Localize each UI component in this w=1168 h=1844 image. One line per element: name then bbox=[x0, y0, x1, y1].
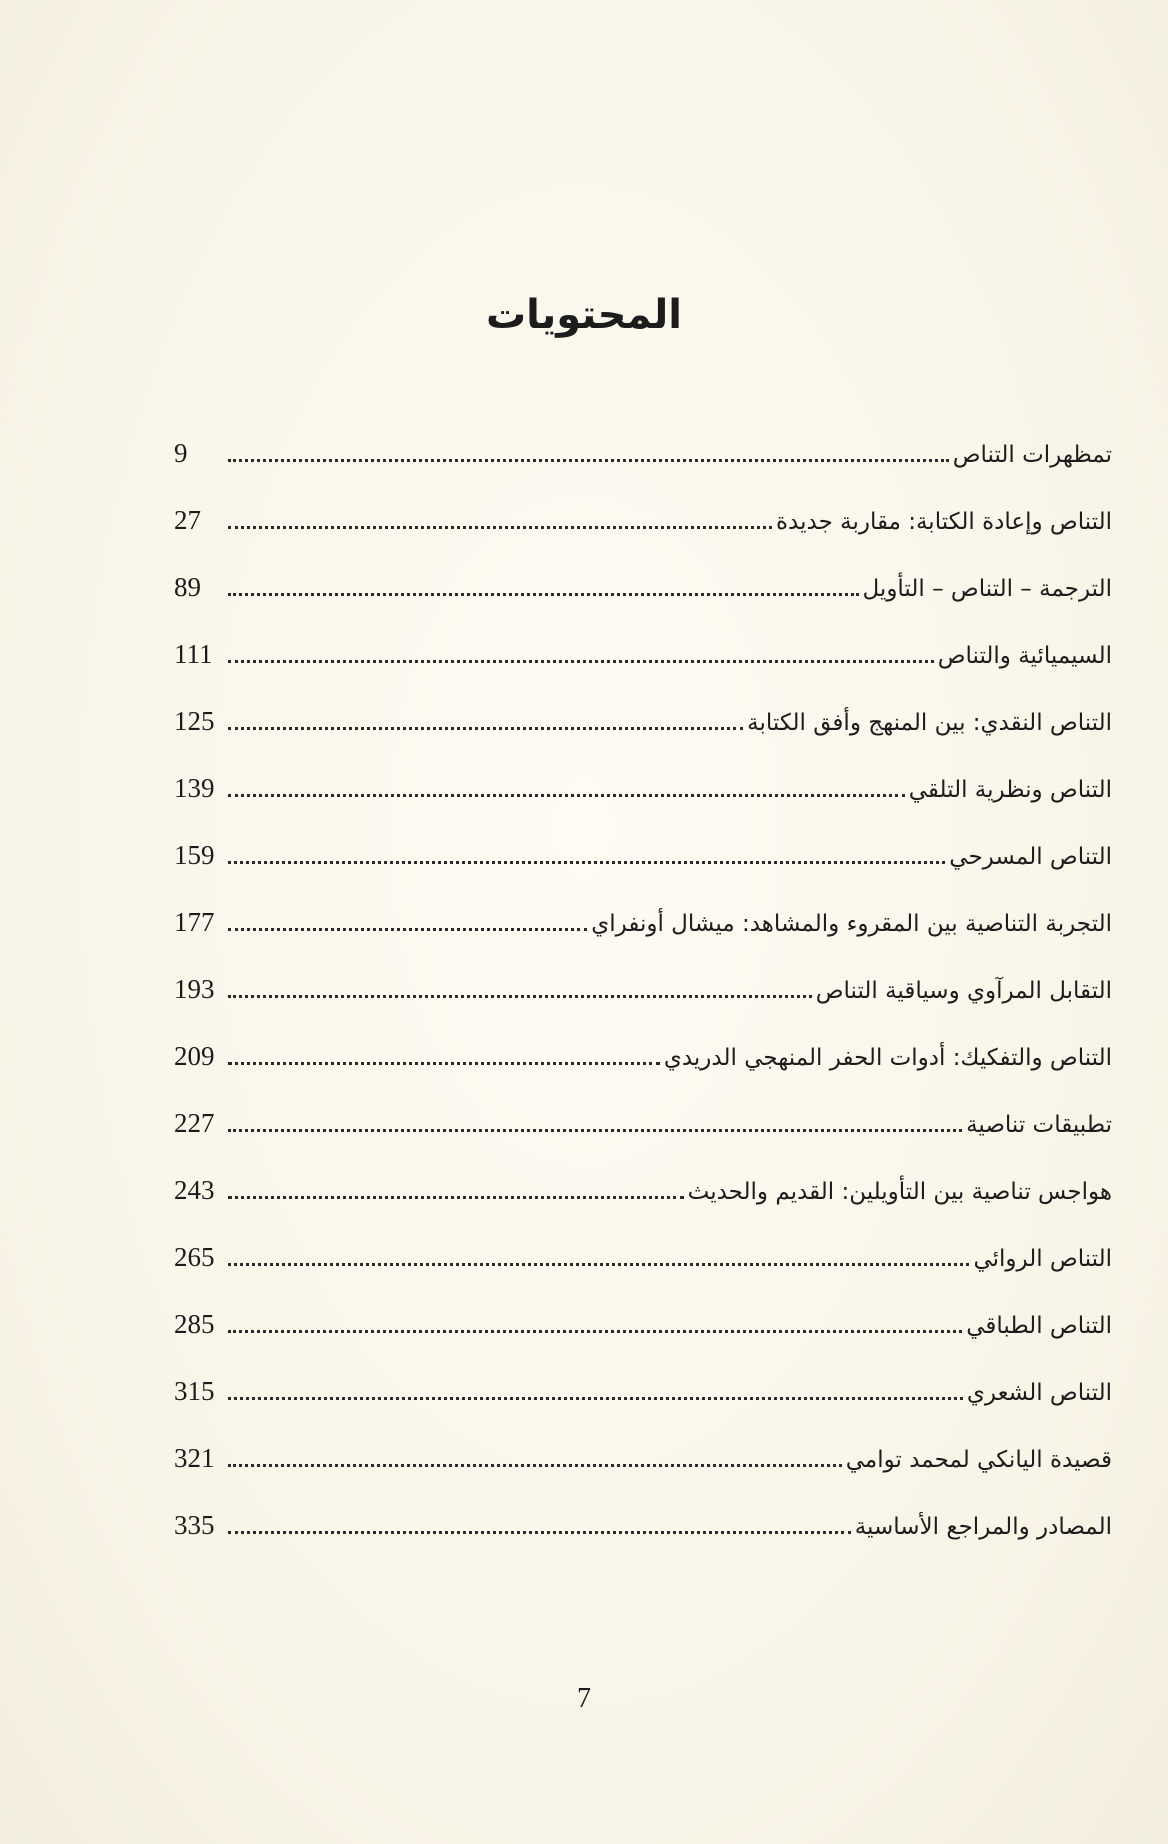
toc-entry-title: هواجس تناصية بين التأويلين: القديم والحديث bbox=[687, 1179, 1112, 1205]
dot-leader bbox=[228, 861, 945, 864]
toc-entry-title: التناص الطباقي bbox=[966, 1313, 1112, 1339]
toc-entry-title: التناص ونظرية التلقي bbox=[908, 777, 1112, 803]
toc-entry-title: التناص الروائي bbox=[973, 1246, 1112, 1272]
toc-entry bbox=[174, 1041, 1112, 1108]
toc-entry-title: قصيدة اليانكي لمحمد توامي bbox=[845, 1447, 1112, 1473]
toc-entry-title: التناص الشعري bbox=[966, 1380, 1112, 1406]
toc-entry-page: 125 bbox=[174, 706, 215, 736]
toc-entry-title: الترجمة – التناص – التأويل bbox=[862, 576, 1112, 602]
toc-entry-title: التجربة التناصية بين المقروء والمشاهد: ميشال أونفراي bbox=[591, 911, 1112, 937]
toc-entry-title: تمظهرات التناص bbox=[952, 442, 1112, 468]
toc-entry-title: التناص النقدي: بين المنهج وأفق الكتابة bbox=[747, 710, 1112, 736]
toc-entry bbox=[174, 639, 1112, 706]
dot-leader bbox=[228, 1330, 962, 1333]
toc-entry-page: 177 bbox=[174, 907, 215, 937]
dot-leader bbox=[228, 1263, 969, 1266]
toc-entry bbox=[174, 572, 1112, 639]
table-of-contents bbox=[174, 438, 1112, 1577]
toc-entry-page: 315 bbox=[174, 1376, 215, 1406]
toc-entry bbox=[174, 1309, 1112, 1376]
toc-entry-page: 285 bbox=[174, 1309, 215, 1339]
toc-entry-title: تطبيقات تناصية bbox=[966, 1112, 1112, 1138]
toc-entry-page: 335 bbox=[174, 1510, 215, 1540]
toc-entry-title: السيميائية والتناص bbox=[937, 643, 1112, 669]
toc-entry-page: 111 bbox=[174, 639, 213, 669]
toc-entry bbox=[174, 1510, 1112, 1577]
toc-entry bbox=[174, 974, 1112, 1041]
toc-entry-page: 265 bbox=[174, 1242, 215, 1272]
page-title: المحتويات bbox=[485, 292, 682, 338]
toc-entry-page: 27 bbox=[174, 505, 201, 535]
dot-leader bbox=[228, 526, 772, 529]
toc-entry bbox=[174, 1108, 1112, 1175]
toc-entry-page: 9 bbox=[174, 438, 188, 468]
toc-entry-title: التناص والتفكيك: أدوات الحفر المنهجي الدريدي bbox=[663, 1045, 1112, 1071]
toc-entry bbox=[174, 1443, 1112, 1510]
page-number: 7 bbox=[577, 1683, 591, 1714]
dot-leader bbox=[228, 660, 934, 663]
toc-entry-title: المصادر والمراجع الأساسية bbox=[854, 1514, 1112, 1540]
toc-entry-page: 159 bbox=[174, 840, 215, 870]
toc-entry-page: 227 bbox=[174, 1108, 215, 1138]
dot-leader bbox=[228, 1531, 851, 1534]
toc-entry-page: 209 bbox=[174, 1041, 215, 1071]
toc-entry-title: التناص وإعادة الكتابة: مقاربة جديدة bbox=[775, 509, 1112, 535]
dot-leader bbox=[228, 928, 587, 931]
toc-entry-page: 89 bbox=[174, 572, 201, 602]
dot-leader bbox=[228, 593, 859, 596]
toc-entry-title: التناص المسرحي bbox=[949, 844, 1112, 870]
toc-entry-title: التقابل المرآوي وسياقية التناص bbox=[815, 978, 1112, 1004]
toc-entry-page: 139 bbox=[174, 773, 215, 803]
dot-leader bbox=[228, 459, 949, 462]
toc-entry bbox=[174, 438, 1112, 505]
dot-leader bbox=[228, 1062, 660, 1065]
dot-leader bbox=[228, 1196, 684, 1199]
dot-leader bbox=[228, 995, 812, 998]
dot-leader bbox=[228, 1397, 963, 1400]
toc-entry bbox=[174, 1175, 1112, 1242]
toc-entry bbox=[174, 1242, 1112, 1309]
toc-entry bbox=[174, 840, 1112, 907]
dot-leader bbox=[228, 727, 743, 730]
dot-leader bbox=[228, 1464, 842, 1467]
toc-entry-page: 193 bbox=[174, 974, 215, 1004]
toc-entry bbox=[174, 505, 1112, 572]
toc-entry bbox=[174, 907, 1112, 974]
toc-entry bbox=[174, 1376, 1112, 1443]
toc-entry bbox=[174, 773, 1112, 840]
dot-leader bbox=[228, 1129, 962, 1132]
toc-entry-page: 243 bbox=[174, 1175, 215, 1205]
toc-entry-page: 321 bbox=[174, 1443, 215, 1473]
dot-leader bbox=[228, 794, 905, 797]
toc-entry bbox=[174, 706, 1112, 773]
